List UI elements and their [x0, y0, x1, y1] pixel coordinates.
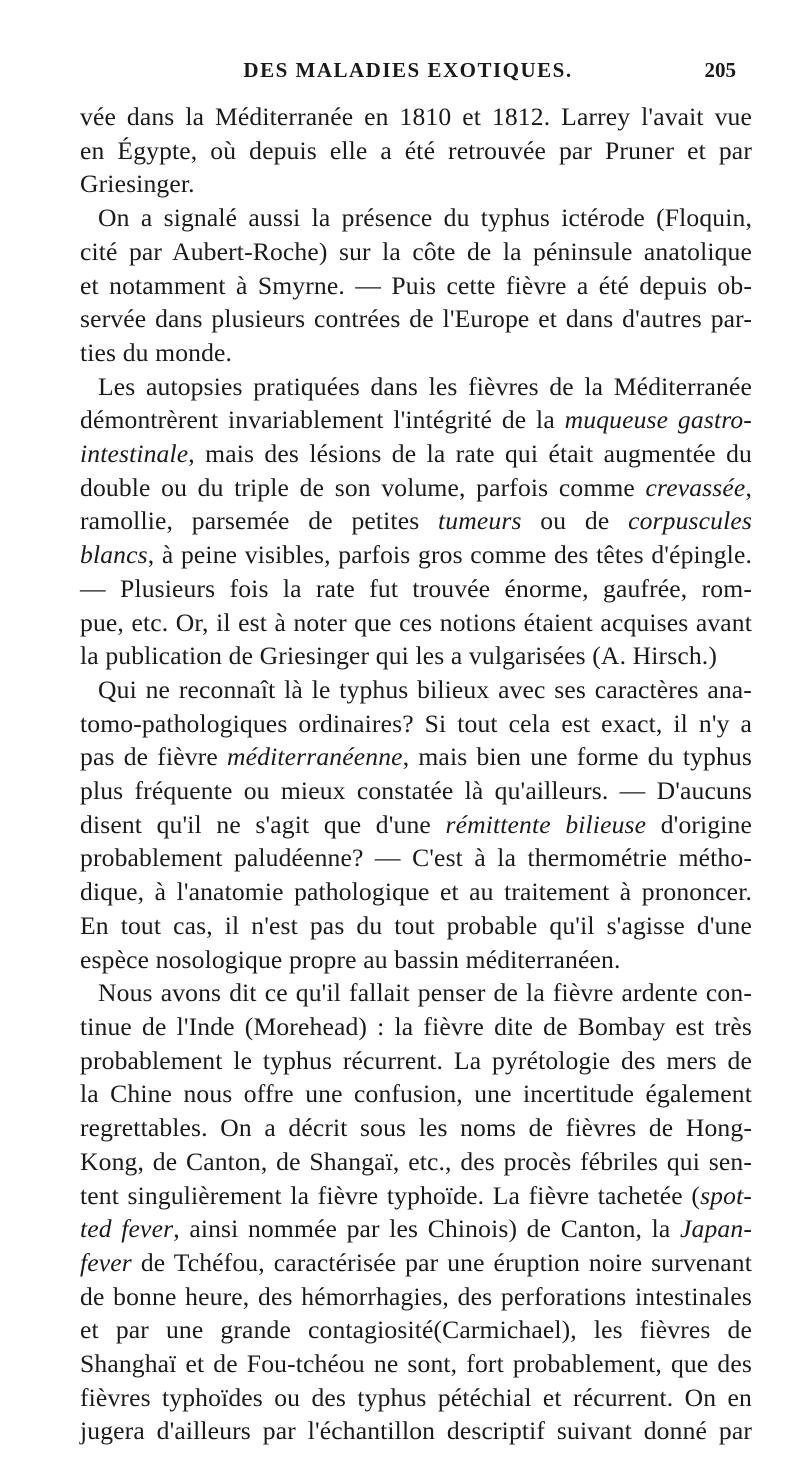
text-line: tinue de l'Inde (Morehead) : la fièvre dite de Bombay est très: [80, 1011, 752, 1041]
italic-term: ted fever: [80, 1214, 174, 1244]
italic-term: intestinale: [80, 439, 189, 469]
text-line: Qui ne reconnaît là le typhus bilieux avec ses caractères ana-: [98, 674, 752, 704]
text-line: fièvres typhoïdes ou des typhus pétéchial et récurrent. On en: [80, 1382, 752, 1412]
text-line: espèce nosologique propre au bassin méditerranéen.: [80, 944, 621, 974]
text-line: Nous avons dit ce qu'il fallait penser de la fièvre ardente con-: [98, 978, 752, 1008]
italic-term: rémittente bilieuse: [445, 809, 647, 839]
italic-term: blancs: [80, 540, 148, 570]
text-line: Griesinger.: [80, 169, 195, 199]
text-line: — Plusieurs fois la rate fut trouvée énorme, gaufrée, rom-: [80, 573, 752, 603]
page-number: 205: [704, 58, 736, 82]
text-line: double ou du triple de son volume, parfois comme crevassée,: [80, 472, 752, 502]
text-line: probablement le typhus récurrent. La pyrétologie des mers de: [80, 1045, 752, 1075]
text-line: plus fréquente ou mieux constatée là qu'ailleurs. — D'aucuns: [80, 776, 752, 806]
text-line: regrettables. On a décrit sous les noms de fièvres de Hong-: [80, 1113, 752, 1143]
text-line: tomo-pathologiques ordinaires? Si tout cela est exact, il n'y a: [80, 708, 752, 738]
text-line: probablement paludéenne? — C'est à la thermométrie métho-: [80, 843, 752, 873]
text-line: jugera d'ailleurs par l'échantillon descriptif suivant donné par: [80, 1416, 752, 1446]
italic-term: muqueuse gastro-: [564, 405, 752, 435]
text-line: tent singulièrement la fièvre typhoïde. La fièvre tachetée (spot-: [80, 1180, 752, 1210]
text-line: ramollie, parsemée de petites tumeurs ou de corpuscules: [80, 506, 752, 536]
text-line: dique, à l'anatomie pathologique et au traitement à prononcer.: [80, 877, 752, 907]
italic-term: spot-: [700, 1180, 752, 1210]
text-line: En tout cas, il n'est pas du tout probable qu'il s'agisse d'une: [80, 910, 752, 940]
text-line: de bonne heure, des hémorrhagies, des perforations intestinales: [80, 1281, 752, 1311]
text-line: pas de fièvre méditerranéenne, mais bien une forme du typhus: [80, 742, 752, 772]
text-line: Les autopsies pratiquées dans les fièvres de la Méditerranée: [98, 371, 752, 401]
text-line: ties du monde.: [80, 337, 233, 367]
text-line: la publication de Griesinger qui les a vulgarisées (A. Hirsch.): [80, 641, 718, 671]
text-line: fever de Tchéfou, caractérisée par une éruption noire survenant: [80, 1247, 752, 1277]
italic-term: fever: [80, 1247, 132, 1277]
text-line: pue, etc. Or, il est à noter que ces notions étaient acquises avant: [80, 607, 752, 637]
text-line: disent qu'il ne s'agit que d'une rémittente bilieuse d'origine: [80, 809, 752, 839]
italic-term: corpuscules: [628, 506, 752, 536]
text-line: servée dans plusieurs contrées de l'Europe et dans d'autres par-: [80, 304, 752, 334]
text-line: démontrèrent invariablement l'intégrité de la muqueuse gastro-: [80, 405, 752, 435]
text-line: blancs, à peine visibles, parfois gros comme des têtes d'épingle.: [80, 540, 752, 570]
body-text: [80, 100, 752, 1448]
text-line: ted fever, ainsi nommée par les Chinois) de Canton, la Japan-: [80, 1214, 752, 1244]
text-line: vée dans la Méditerranée en 1810 et 1812. Larrey l'avait vue: [80, 102, 752, 131]
text-line: et par une grande contagiosité(Carmichael), les fièvres de: [80, 1315, 752, 1345]
italic-term: tumeurs: [438, 506, 522, 536]
text-line: en Égypte, où depuis elle a été retrouvée par Pruner et par: [80, 135, 752, 165]
page-header: [80, 58, 736, 92]
text-line: On a signalé aussi la présence du typhus ictérode (Floquin,: [98, 203, 752, 233]
text-line: Kong, de Canton, de Shangaï, etc., des procès fébriles qui sen-: [80, 1146, 752, 1176]
text-line: cité par Aubert-Roche) sur la côte de la péninsule anatolique: [80, 236, 752, 266]
italic-term: Japan-: [680, 1214, 752, 1244]
text-line: et notamment à Smyrne. — Puis cette fièvre a été depuis ob-: [80, 270, 752, 300]
running-title: DES MALADIES EXOTIQUES.: [243, 58, 573, 82]
italic-term: crevassée: [645, 472, 746, 502]
text-line: la Chine nous offre une confusion, une incertitude également: [80, 1079, 752, 1109]
text-line: Shanghaï et de Fou-tchéou ne sont, fort probablement, que des: [80, 1349, 752, 1379]
italic-term: méditerranéenne: [227, 742, 403, 772]
text-line: intestinale, mais des lésions de la rate qui était augmentée du: [80, 439, 752, 469]
